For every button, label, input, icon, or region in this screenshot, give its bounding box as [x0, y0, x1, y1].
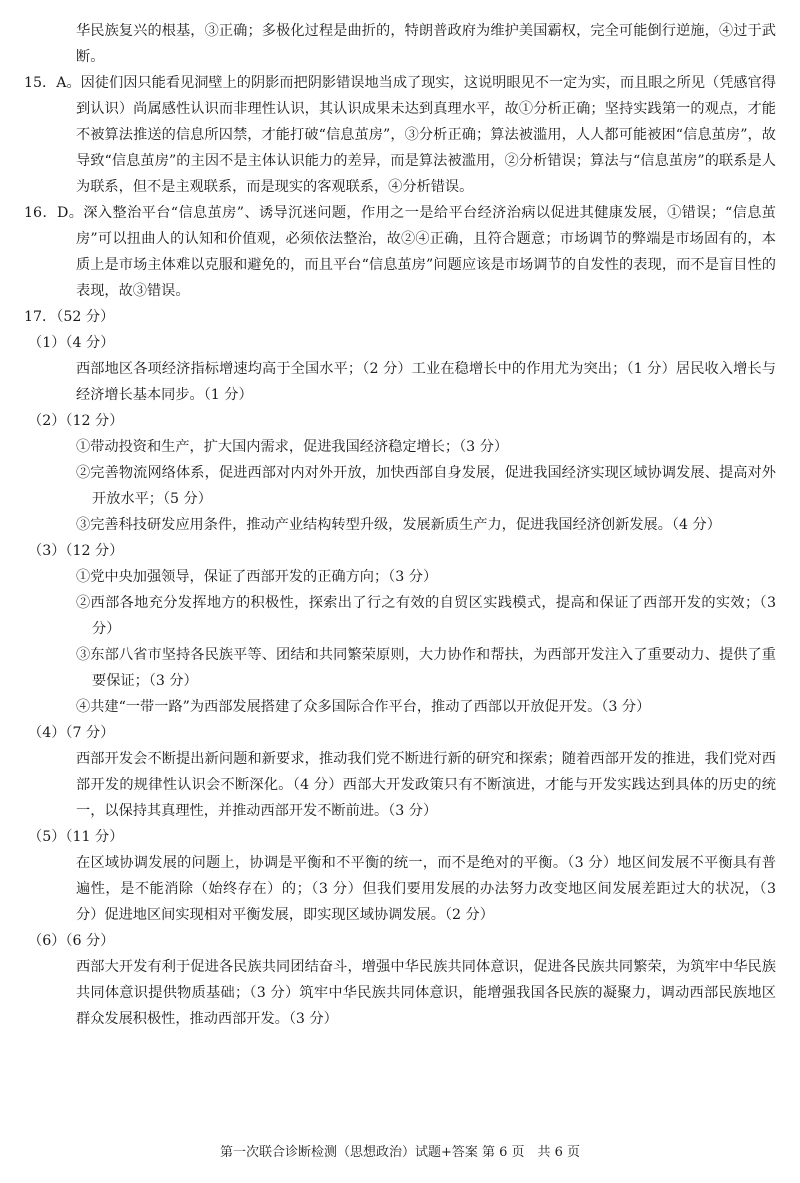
part-3-point-4: ④共建“一带一路”为西部发展搭建了众多国际合作平台，推动了西部以开放促开发。（3 分）: [76, 699, 651, 715]
part-5-answer: 在区域协调发展的问题上，协调是平衡和不平衡的统一，而不是绝对的平衡。（3 分）地区间发展不平衡具有普遍性，是不能消除（始终存在）的；（3 分）但我们要用发展的办法努力改变地区间发展差距过大的状况，（3 分）促进地区间实现相对平衡发展，即实现区域协调发展。（2 分）: [76, 855, 776, 923]
answer-15: 15．A。因徒们因只能看见洞壁上的阴影而把阴影错误地当成了现实，这说明眼见不一定为实，而且眼之所见（凭感官得到认识）尚属感性认识而非理性认识，其认识成果未达到真理水平，故①分析正确；坚持实践第一的观点，才能不被算法推送的信息所囚禁，才能打破“信息茧房”，③分析正确；算法被滥用，人人都可能被困“信息茧房”，故导致“信息茧房”的主因不是主体认识能力的差异，而是算法被滥用，②分析错误；算法与“信息茧房”的联系是人为联系，但不是主观联系，而是现实的客观联系，④分析错误。: [24, 75, 776, 195]
part-5-heading: （5）（11 分）: [28, 829, 124, 845]
part-2-point-2: ②完善物流网络体系，促进西部对内对外开放，加快西部自身发展，促进我国经济实现区域协调发展、提高对外开放水平；（5 分）: [76, 465, 776, 507]
part-6-heading: （6）（6 分）: [28, 933, 115, 949]
part-2-point-1: ①带动投资和生产，扩大国内需求，促进我国经济稳定增长；（3 分）: [76, 439, 509, 455]
answer-16: 16．D。深入整治平台“信息茧房”、诱导沉迷问题，作用之一是给平台经济治病以促进其健康发展，①错误；“信息茧房”可以扭曲人的认知和价值观，必须依法整治，故②④正确，且符合题意；市场调节的弊端是市场固有的，本质上是市场主体难以克服和避免的，而且平台“信息茧房”问题应该是市场调节的自发性的表现，而不是盲目性的表现，故③错误。: [24, 205, 776, 299]
part-1-heading: （1）（4 分）: [28, 335, 115, 351]
part-3-heading: （3）（12 分）: [28, 543, 124, 559]
question-17-heading: 17．（52 分）: [24, 309, 115, 325]
part-2-heading: （2）（12 分）: [28, 413, 124, 429]
part-3-point-2: ②西部各地充分发挥地方的积极性，探索出了行之有效的自贸区实践模式，提高和保证了西部开发的实效；（3 分）: [76, 595, 776, 637]
part-6-answer: 西部大开发有利于促进各民族共同团结奋斗，增强中华民族共同体意识，促进各民族共同繁荣，为筑牢中华民族共同体意识提供物质基础；（3 分）筑牢中华民族共同体意识，能增强我国各民族的凝聚力，调动西部民族地区群众发展积极性，推动西部开发。（3 分）: [76, 959, 776, 1027]
answer-content: [24, 18, 776, 1032]
part-3-point-3: ③东部八省市坚持各民族平等、团结和共同繁荣原则，大力协作和帮扶，为西部开发注入了重要动力、提供了重要保证；（3 分）: [76, 647, 776, 689]
part-4-heading: （4）（7 分）: [28, 725, 115, 741]
part-4-answer: 西部开发会不断提出新问题和新要求，推动我们党不断进行新的研究和探索；随着西部开发的推进，我们党对西部开发的规律性认识会不断深化。（4 分）西部大开发政策只有不断演进，才能与开发实践达到具体的历史的统一，以保持其真理性，并推动西部开发不断前进。（3 分）: [76, 751, 776, 819]
page-footer: 第一次联合诊断检测（思想政治）试题+答案 第 6 页 共 6 页: [219, 1145, 581, 1160]
part-1-answer: 西部地区各项经济指标增速均高于全国水平；（2 分）工业在稳增长中的作用尤为突出；（1 分）居民收入增长与经济增长基本同步。（1 分）: [76, 361, 776, 403]
carryover-paragraph: 华民族复兴的根基，③正确；多极化过程是曲折的，特朗普政府为维护美国霸权，完全可能倒行逆施，④过于武断。: [76, 23, 776, 65]
part-2-point-3: ③完善科技研发应用条件，推动产业结构转型升级，发展新质生产力，促进我国经济创新发展。（4 分）: [76, 517, 721, 533]
part-3-point-1: ①党中央加强领导，保证了西部开发的正确方向；（3 分）: [76, 569, 438, 585]
